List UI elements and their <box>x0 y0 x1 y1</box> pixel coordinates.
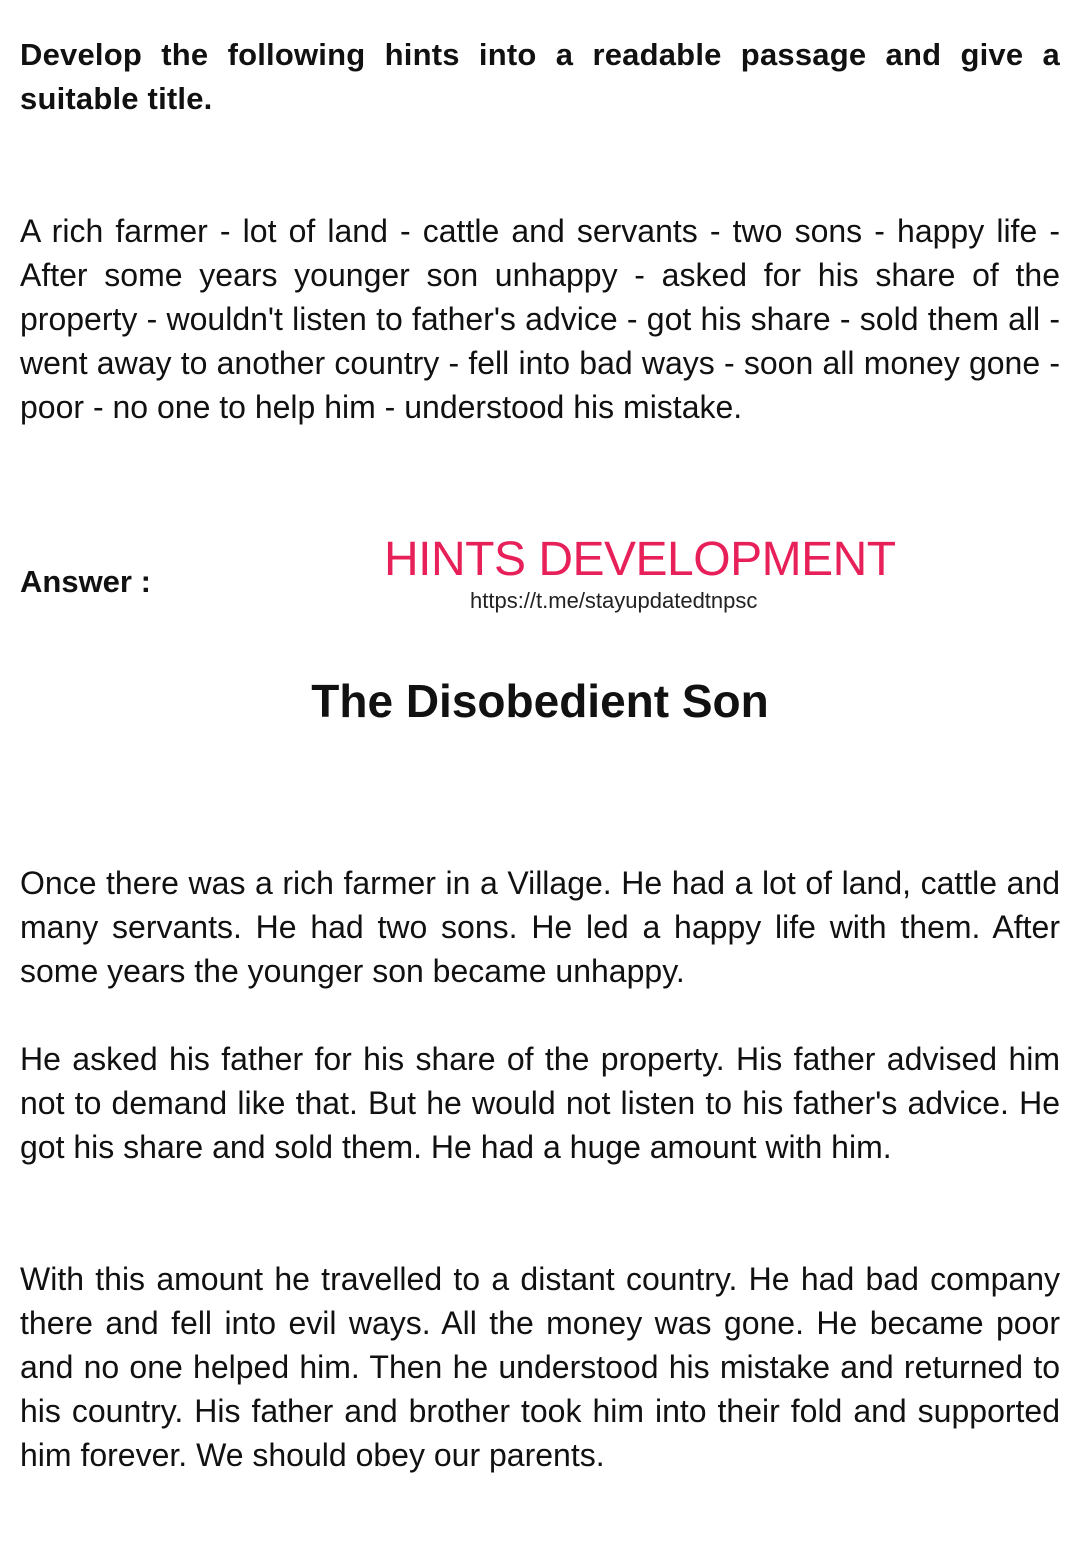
story-paragraph: Once there was a rich farmer in a Village. He had a lot of land, cattle and many servants. He had two sons. He led a happy life with them. After some years the younger son became unhappy. <box>20 865 1060 989</box>
watermark-url: https://t.me/stayupdatedtnpsc <box>470 588 758 613</box>
story-paragraph: With this amount he travelled to a distant country. He had bad company there and fell into evil ways. All the money was gone. He became poor and no one helped him. Then he understood his mistake and returned to his country. His father and brother took him into their fold and supported him forever. We should obey our parents. <box>20 1261 1060 1473</box>
story-title: The Disobedient Son <box>311 675 769 727</box>
hints-text: A rich farmer - lot of land - cattle and servants - two sons - happy life - After some years younger son unhappy - asked for his share of the property - wouldn't listen to father's advice - got his share - sold them all - went away to another country - fell into bad ways - soon all money gone - poor - no one to help him - understood his mistake. <box>20 213 1060 425</box>
story-paragraph: He asked his father for his share of the property. His father advised him not to demand like that. But he would not listen to his father's advice. He got his share and sold them. He had a huge amount with him. <box>20 1041 1060 1165</box>
watermark-title: HINTS DEVELOPMENT <box>384 533 896 586</box>
question-instruction: Develop the following hints into a readable passage and give a suitable title. <box>20 37 1060 116</box>
answer-label: Answer : <box>20 564 151 599</box>
